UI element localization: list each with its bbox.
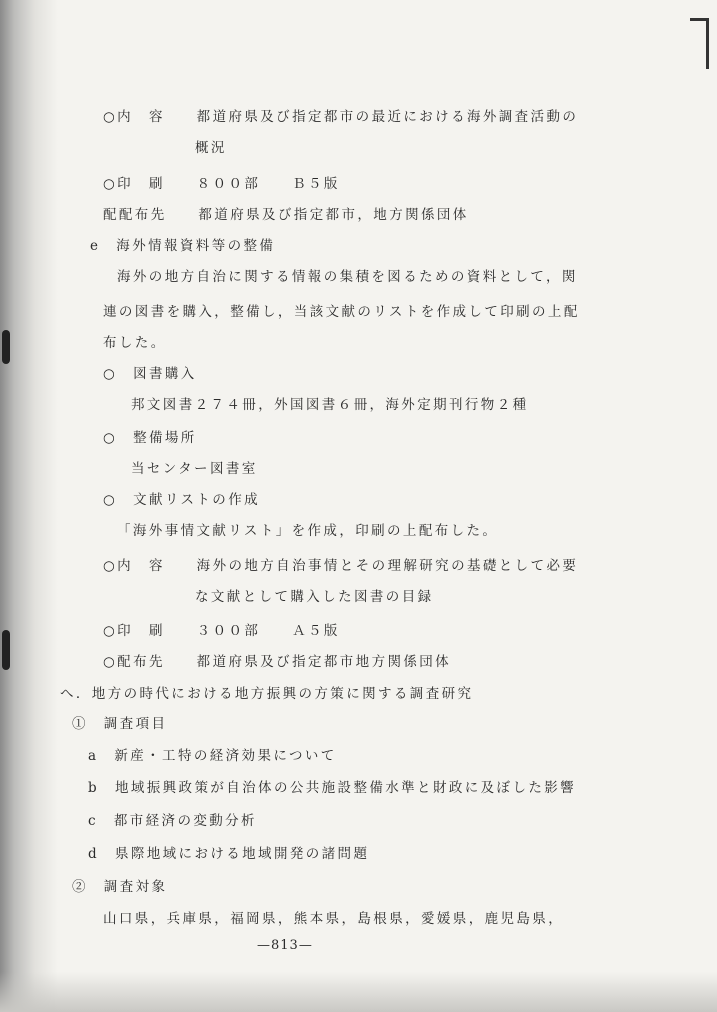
content-line: 山口県，兵庫県，福岡県，熊本県，島根県，愛媛県，鹿児島県， bbox=[103, 911, 565, 927]
content-line: ① 調査項目 bbox=[72, 716, 168, 732]
content-line: d 県際地域における地域開発の諸問題 bbox=[88, 846, 370, 862]
scan-bottom-shadow bbox=[0, 972, 717, 1012]
content-line: ○内 容 都道府県及び指定都市の最近における海外調査活動の bbox=[103, 109, 579, 125]
content-line: ○印 刷 ３００部 Ａ５版 bbox=[103, 623, 340, 639]
content-line: ○ 整備場所 bbox=[103, 430, 197, 446]
scan-edge-mark bbox=[2, 630, 10, 670]
section-heading: へ．地方の時代における地方振興の方策に関する調査研究 bbox=[60, 686, 474, 702]
content-line: 「海外事情文献リスト」を作成，印刷の上配布した。 bbox=[117, 523, 499, 539]
content-line: b 地域振興政策が自治体の公共施設整備水準と財政に及ぼした影響 bbox=[88, 780, 577, 796]
page-number: —813— bbox=[257, 938, 313, 953]
content-line: 布した。 bbox=[103, 335, 167, 351]
content-line: ② 調査対象 bbox=[72, 879, 168, 895]
content-line: ○ 図書購入 bbox=[103, 366, 197, 382]
content-line: 海外の地方自治に関する情報の集積を図るための資料として，関 bbox=[117, 269, 578, 285]
content-line: ○内 容 海外の地方自治事情とその理解研究の基礎として必要 bbox=[103, 558, 579, 574]
scan-edge-mark bbox=[2, 330, 10, 364]
content-line: e 海外情報資料等の整備 bbox=[90, 238, 276, 254]
content-line: 邦文図書２７４冊，外国図書６冊，海外定期刊行物２種 bbox=[131, 397, 529, 413]
content-line: a 新産・工特の経済効果について bbox=[88, 748, 337, 764]
corner-bracket-mark bbox=[690, 18, 709, 69]
content-line: ○配布先 都道府県及び指定都市地方関係団体 bbox=[103, 654, 452, 670]
content-line: ○ 文献リストの作成 bbox=[103, 492, 261, 508]
content-line: ○印 刷 ８００部 Ｂ５版 bbox=[103, 176, 340, 192]
content-line: 概況 bbox=[195, 140, 227, 156]
content-line: c 都市経済の変動分析 bbox=[88, 813, 257, 829]
content-line: 連の図書を購入，整備し，当該文献のリストを作成して印刷の上配 bbox=[103, 304, 580, 320]
scan-left-shadow bbox=[0, 0, 58, 1012]
content-line: な文献として購入した図書の目録 bbox=[195, 589, 434, 605]
content-line: 配配布先 都道府県及び指定都市，地方関係団体 bbox=[103, 207, 469, 223]
content-line: 当センター図書室 bbox=[131, 461, 258, 477]
